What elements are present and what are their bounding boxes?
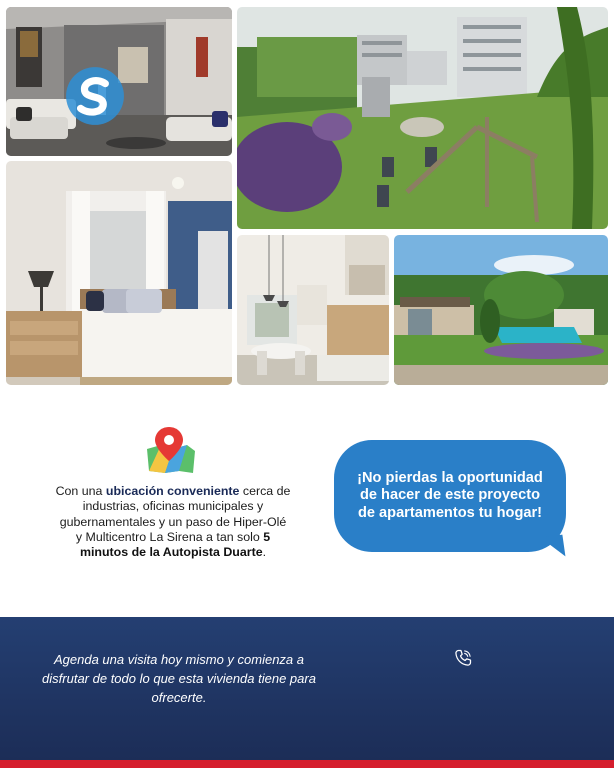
footer-invitation-text: Agenda una visita hoy mismo y comienza a disfrutar de todo lo que esta vivienda tiene para ofrecerte. — [42, 652, 316, 705]
aerial-view-photo — [237, 7, 608, 229]
footer-accent-bar — [0, 760, 614, 768]
location-highlight: ubicación conveniente — [105, 484, 240, 498]
bedroom-photo — [6, 161, 232, 385]
kitchen-dining-photo — [237, 235, 389, 385]
cta-speech-bubble — [334, 440, 566, 552]
brand-logo-icon — [62, 65, 128, 127]
cta-text: ¡No pierdas la oportunidad de hacer de este proyecto de apartamentos tu hogar! — [357, 469, 543, 521]
phone-icon[interactable] — [453, 648, 473, 668]
map-pin-icon — [143, 425, 199, 475]
living-room-photo — [6, 7, 232, 156]
distance-highlight: 5 minutos de la Autopista Duarte — [79, 529, 271, 560]
pool-area-photo — [394, 235, 608, 385]
location-description: Con una ubicación conveniente cerca de industrias, oficinas municipales y gubernamentales y un paso de Hiper-Olé y Multicentro La Sirena a tan solo 5 minutos de la Autopista Duarte. — [55, 484, 291, 560]
speech-bubble-tail — [541, 535, 566, 560]
